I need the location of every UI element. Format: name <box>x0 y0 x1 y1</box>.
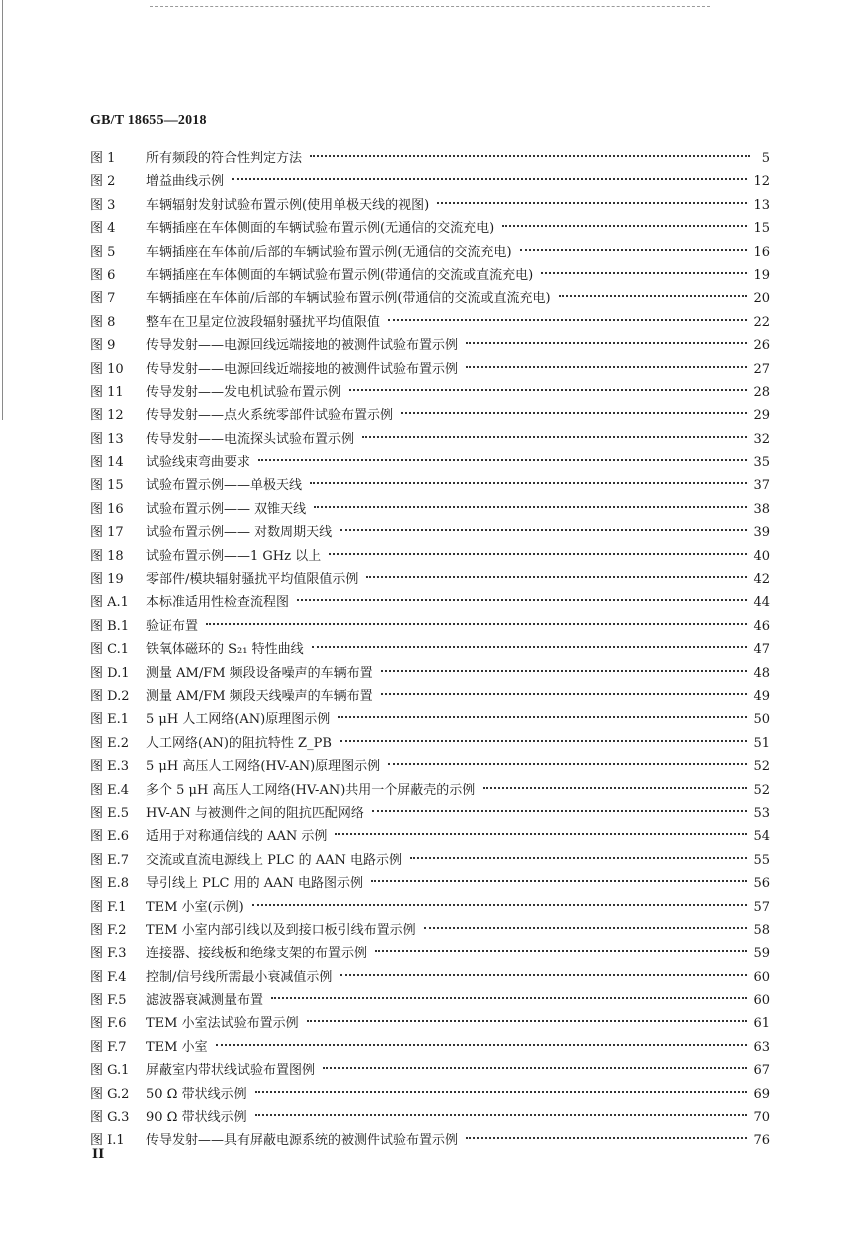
toc-entry[interactable] <box>90 147 770 170</box>
toc-figure-label: 图 3 <box>90 197 116 213</box>
toc-entry[interactable] <box>90 241 770 264</box>
toc-dot-leader <box>340 529 747 531</box>
toc-figure-label: 图 9 <box>90 338 116 354</box>
toc-page-number: 52 <box>753 759 770 775</box>
toc-figure-title: 人工网络(AN)的阻抗特性 Z_PB <box>146 735 332 751</box>
toc-page-number: 55 <box>753 852 770 868</box>
toc-figure-label: 图 5 <box>90 244 116 260</box>
toc-page-number: 12 <box>753 174 770 190</box>
toc-entry[interactable] <box>90 919 770 942</box>
toc-dot-leader <box>483 787 747 789</box>
toc-dot-leader <box>307 1020 748 1022</box>
toc-figure-title: 测量 AM/FM 频段天线噪声的车辆布置 <box>146 688 373 704</box>
toc-page-number: 40 <box>753 548 770 564</box>
toc-figure-title: 滤波器衰减测量布置 <box>146 993 264 1009</box>
toc-figure-label: 图 19 <box>90 572 124 588</box>
toc-page-number: 22 <box>753 314 770 330</box>
toc-entry[interactable] <box>90 311 770 334</box>
toc-entry[interactable] <box>90 989 770 1012</box>
toc-page-number: 57 <box>753 899 770 915</box>
toc-dot-leader <box>437 202 747 204</box>
toc-figure-label: 图 6 <box>90 267 116 283</box>
toc-dot-leader <box>381 670 748 672</box>
toc-entry[interactable] <box>90 1083 770 1106</box>
toc-figure-title: 整车在卫星定位波段辐射骚扰平均值限值 <box>146 314 381 330</box>
toc-figure-label: 图 A.1 <box>90 595 129 611</box>
toc-figure-label: 图 C.1 <box>90 642 130 658</box>
toc-figure-title: 试验线束弯曲要求 <box>146 455 251 471</box>
toc-page-number: 38 <box>753 501 770 517</box>
toc-dot-leader <box>362 436 747 438</box>
toc-figure-label: 图 D.2 <box>90 688 130 704</box>
toc-dot-leader <box>255 1091 748 1093</box>
toc-entry[interactable] <box>90 521 770 544</box>
toc-dot-leader <box>297 599 747 601</box>
toc-dot-leader <box>388 763 747 765</box>
toc-entry[interactable] <box>90 825 770 848</box>
toc-entry[interactable] <box>90 545 770 568</box>
toc-figure-title: 多个 5 μH 高压人工网络(HV-AN)共用一个屏蔽壳的示例 <box>146 782 476 798</box>
toc-dot-leader <box>388 319 747 321</box>
toc-page-number: 53 <box>753 805 770 821</box>
toc-figure-label: 图 F.3 <box>90 946 127 962</box>
toc-figure-title: 车辆辐射发射试验布置示例(使用单极天线的视图) <box>146 197 430 213</box>
toc-figure-label: 图 14 <box>90 455 124 471</box>
toc-page-number: 47 <box>753 642 770 658</box>
toc-figure-label: 图 E.4 <box>90 782 130 798</box>
toc-entry[interactable] <box>90 1106 770 1129</box>
toc-entry[interactable] <box>90 194 770 217</box>
toc-figure-label: 图 G.3 <box>90 1110 130 1126</box>
toc-figure-label: 图 8 <box>90 314 116 330</box>
toc-entry[interactable] <box>90 264 770 287</box>
toc-figure-title: 传导发射——电源回线远端接地的被测件试验布置示例 <box>146 338 459 354</box>
toc-entry[interactable] <box>90 662 770 685</box>
toc-figure-title: TEM 小室法试验布置示例 <box>146 1016 299 1032</box>
toc-dot-leader <box>310 482 747 484</box>
toc-figure-title: 车辆插座在车体前/后部的车辆试验布置示例(无通信的交流充电) <box>146 244 512 260</box>
scan-artifact-top <box>150 6 710 7</box>
toc-entry[interactable] <box>90 474 770 497</box>
toc-page-number: 52 <box>753 782 770 798</box>
toc-page-number: 44 <box>753 595 770 611</box>
toc-figure-title: 车辆插座在车体前/后部的车辆试验布置示例(带通信的交流或直流充电) <box>146 291 551 307</box>
toc-entry[interactable] <box>90 638 770 661</box>
toc-dot-leader <box>372 810 748 812</box>
toc-figure-title: 所有频段的符合性判定方法 <box>146 151 303 166</box>
toc-dot-leader <box>520 249 748 251</box>
toc-page-number: 46 <box>753 618 770 634</box>
toc-figure-label: 图 G.2 <box>90 1086 130 1102</box>
toc-figure-label: 图 F.1 <box>90 899 127 915</box>
toc-figure-title: 屏蔽室内带状线试验布置图例 <box>146 1063 316 1079</box>
toc-page-number: 54 <box>753 829 770 845</box>
toc-figure-label: 图 E.8 <box>90 876 130 892</box>
toc-dot-leader <box>312 646 748 648</box>
toc-page-number: 67 <box>753 1063 770 1079</box>
toc-figure-label: 图 F.7 <box>90 1039 127 1055</box>
toc-figure-title: 控制/信号线所需最小衰减值示例 <box>146 969 333 985</box>
toc-figure-title: 连接器、接线板和绝缘支架的布置示例 <box>146 946 368 962</box>
toc-dot-leader <box>424 927 748 929</box>
toc-figure-label: 图 B.1 <box>90 618 130 634</box>
toc-figure-label: 图 2 <box>90 174 116 190</box>
toc-figure-title: 车辆插座在车体侧面的车辆试验布置示例(带通信的交流或直流充电) <box>146 267 534 283</box>
toc-figure-title: 90 Ω 带状线示例 <box>146 1110 247 1126</box>
toc-entry[interactable] <box>90 170 770 193</box>
toc-page-number: 59 <box>753 946 770 962</box>
toc-page-number: 19 <box>753 267 770 283</box>
toc-figure-label: 图 G.1 <box>90 1063 130 1079</box>
toc-figure-label: 图 E.3 <box>90 759 130 775</box>
toc-figure-label: 图 15 <box>90 478 124 494</box>
toc-entry[interactable] <box>90 498 770 521</box>
standard-number: GB/T 18655—2018 <box>90 113 207 128</box>
toc-page-number: 70 <box>753 1110 770 1126</box>
toc-figure-label: 图 E.2 <box>90 735 130 751</box>
toc-entry[interactable] <box>90 568 770 591</box>
toc-page-number: 32 <box>753 431 770 447</box>
toc-figure-label: 图 17 <box>90 525 124 541</box>
toc-figure-label: 图 D.1 <box>90 665 130 681</box>
toc-entry[interactable] <box>90 896 770 919</box>
toc-figure-label: 图 I.1 <box>90 1133 125 1149</box>
page-number: II <box>92 1147 105 1162</box>
toc-figure-title: 验证布置 <box>146 618 199 634</box>
toc-dot-leader <box>371 880 747 882</box>
toc-page-number: 13 <box>753 197 770 213</box>
toc-figure-title: 传导发射——发电机试验布置示例 <box>146 384 342 400</box>
toc-dot-leader <box>466 342 747 344</box>
toc-dot-leader <box>206 623 747 625</box>
toc-page-number: 27 <box>753 361 770 377</box>
toc-page-number: 49 <box>753 688 770 704</box>
toc-dot-leader <box>310 155 750 157</box>
toc-page-number: 28 <box>753 384 770 400</box>
toc-dot-leader <box>271 997 747 999</box>
toc-page-number: 61 <box>753 1016 770 1032</box>
toc-dot-leader <box>340 974 747 976</box>
toc-entry[interactable] <box>90 1012 770 1035</box>
toc-dot-leader <box>338 716 747 718</box>
toc-figure-title: TEM 小室(示例) <box>146 899 244 915</box>
toc-figure-title: 传导发射——电源回线近端接地的被测件试验布置示例 <box>146 361 459 377</box>
toc-figure-label: 图 4 <box>90 221 116 237</box>
toc-dot-leader <box>349 389 747 391</box>
toc-entry[interactable] <box>90 615 770 638</box>
toc-figure-label: 图 1 <box>90 151 116 166</box>
toc-page-number: 15 <box>753 221 770 237</box>
toc-figure-label: 图 13 <box>90 431 124 447</box>
toc-figure-title: 适用于对称通信线的 AAN 示例 <box>146 829 328 845</box>
toc-figure-label: 图 16 <box>90 501 124 517</box>
toc-dot-leader <box>366 576 747 578</box>
toc-page-number: 29 <box>753 408 770 424</box>
toc-entry[interactable] <box>90 451 770 474</box>
toc-figure-label: 图 18 <box>90 548 124 564</box>
toc-entry[interactable] <box>90 334 770 357</box>
toc-figure-title: TEM 小室 <box>146 1039 208 1055</box>
toc-dot-leader <box>401 412 747 414</box>
toc-dot-leader <box>466 366 747 368</box>
toc-figure-title: HV-AN 与被测件之间的阻抗匹配网络 <box>146 805 364 821</box>
toc-figure-label: 图 E.7 <box>90 852 130 868</box>
toc-entry[interactable] <box>90 779 770 802</box>
toc-figure-title: 试验布置示例——1 GHz 以上 <box>146 548 322 564</box>
toc-figure-title: 试验布置示例——单极天线 <box>146 478 303 494</box>
toc-dot-leader <box>329 553 747 555</box>
toc-dot-leader <box>559 295 748 297</box>
toc-figure-title: 车辆插座在车体侧面的车辆试验布置示例(无通信的交流充电) <box>146 221 495 237</box>
toc-page-number: 60 <box>753 969 770 985</box>
toc-entry[interactable] <box>90 1129 770 1152</box>
toc-figure-label: 图 11 <box>90 384 124 400</box>
toc-page-number: 51 <box>753 735 770 751</box>
toc-page-number: 63 <box>753 1039 770 1055</box>
toc-entry[interactable] <box>90 966 770 989</box>
toc-dot-leader <box>258 459 747 461</box>
toc-dot-leader <box>335 833 747 835</box>
toc-figure-title: 传导发射——点火系统零部件试验布置示例 <box>146 408 394 424</box>
toc-dot-leader <box>232 178 747 180</box>
toc-dot-leader <box>375 950 747 952</box>
toc-entry[interactable] <box>90 849 770 872</box>
toc-entry[interactable] <box>90 685 770 708</box>
toc-figure-label: 图 F.6 <box>90 1016 127 1032</box>
toc-figure-label: 图 E.1 <box>90 712 130 728</box>
toc-dot-leader <box>502 225 747 227</box>
toc-figure-title: 测量 AM/FM 频段设备噪声的车辆布置 <box>146 665 373 681</box>
toc-figure-title: 交流或直流电源线上 PLC 的 AAN 电路示例 <box>146 852 403 868</box>
toc-figure-title: 试验布置示例—— 双锥天线 <box>146 501 307 517</box>
toc-page-number: 60 <box>753 993 770 1009</box>
toc-entry[interactable] <box>90 287 770 310</box>
toc-page-number: 35 <box>753 455 770 471</box>
toc-figure-title: 5 μH 高压人工网络(HV-AN)原理图示例 <box>146 759 381 775</box>
toc-page-number: 50 <box>753 712 770 728</box>
toc-figure-label: 图 7 <box>90 291 116 307</box>
toc-page-number: 76 <box>753 1133 770 1149</box>
toc-dot-leader <box>340 740 748 742</box>
toc-entry[interactable] <box>90 755 770 778</box>
toc-dot-leader <box>466 1137 747 1139</box>
toc-entry[interactable] <box>90 217 770 240</box>
toc-page-number: 39 <box>753 525 770 541</box>
toc-page-number: 26 <box>753 338 770 354</box>
toc-dot-leader <box>410 857 747 859</box>
toc-dot-leader <box>314 506 747 508</box>
toc-figure-title: 传导发射——电流探头试验布置示例 <box>146 431 355 447</box>
toc-figure-title: 5 μH 人工网络(AN)原理图示例 <box>146 712 331 728</box>
toc-page-number: 42 <box>753 572 770 588</box>
figure-list <box>90 147 770 1153</box>
toc-entry[interactable] <box>90 872 770 895</box>
toc-entry[interactable] <box>90 404 770 427</box>
page-header <box>90 112 207 129</box>
toc-page-number: 48 <box>753 665 770 681</box>
toc-page-number: 5 <box>761 151 770 166</box>
toc-entry[interactable] <box>90 358 770 381</box>
toc-figure-title: 试验布置示例—— 对数周期天线 <box>146 525 333 541</box>
toc-figure-title: 零部件/模块辐射骚扰平均值限值示例 <box>146 572 359 588</box>
toc-figure-title: TEM 小室内部引线以及到接口板引线布置示例 <box>146 922 416 938</box>
toc-dot-leader <box>323 1067 747 1069</box>
toc-page-number: 20 <box>753 291 770 307</box>
toc-dot-leader <box>255 1114 748 1116</box>
toc-dot-leader <box>216 1044 748 1046</box>
toc-page-number: 58 <box>753 922 770 938</box>
toc-figure-label: 图 10 <box>90 361 124 377</box>
toc-figure-label: 图 E.6 <box>90 829 130 845</box>
toc-entry[interactable] <box>90 708 770 731</box>
toc-dot-leader <box>252 904 748 906</box>
toc-figure-title: 传导发射——具有屏蔽电源系统的被测件试验布置示例 <box>146 1133 459 1149</box>
toc-figure-label: 图 F.2 <box>90 922 127 938</box>
toc-page-number: 16 <box>753 244 770 260</box>
toc-figure-title: 增益曲线示例 <box>146 174 225 190</box>
scan-artifact-left <box>2 0 3 420</box>
toc-figure-label: 图 12 <box>90 408 124 424</box>
toc-entry[interactable] <box>90 1059 770 1082</box>
toc-figure-label: 图 F.4 <box>90 969 127 985</box>
toc-dot-leader <box>541 272 747 274</box>
toc-entry[interactable] <box>90 732 770 755</box>
toc-page-number: 37 <box>753 478 770 494</box>
toc-figure-label: 图 F.5 <box>90 993 127 1009</box>
toc-entry[interactable] <box>90 428 770 451</box>
toc-entry[interactable] <box>90 942 770 965</box>
toc-entry[interactable] <box>90 802 770 825</box>
toc-page-number: 56 <box>753 876 770 892</box>
toc-figure-title: 50 Ω 带状线示例 <box>146 1086 247 1102</box>
toc-entry[interactable] <box>90 1036 770 1059</box>
toc-figure-title: 铁氧体磁环的 S₂₁ 特性曲线 <box>146 642 304 658</box>
toc-entry[interactable] <box>90 381 770 404</box>
toc-figure-title: 本标准适用性检查流程图 <box>146 595 290 611</box>
toc-figure-label: 图 E.5 <box>90 805 130 821</box>
toc-figure-title: 导引线上 PLC 用的 AAN 电路图示例 <box>146 876 364 892</box>
toc-page-number: 69 <box>753 1086 770 1102</box>
toc-dot-leader <box>381 693 748 695</box>
toc-entry[interactable] <box>90 591 770 614</box>
